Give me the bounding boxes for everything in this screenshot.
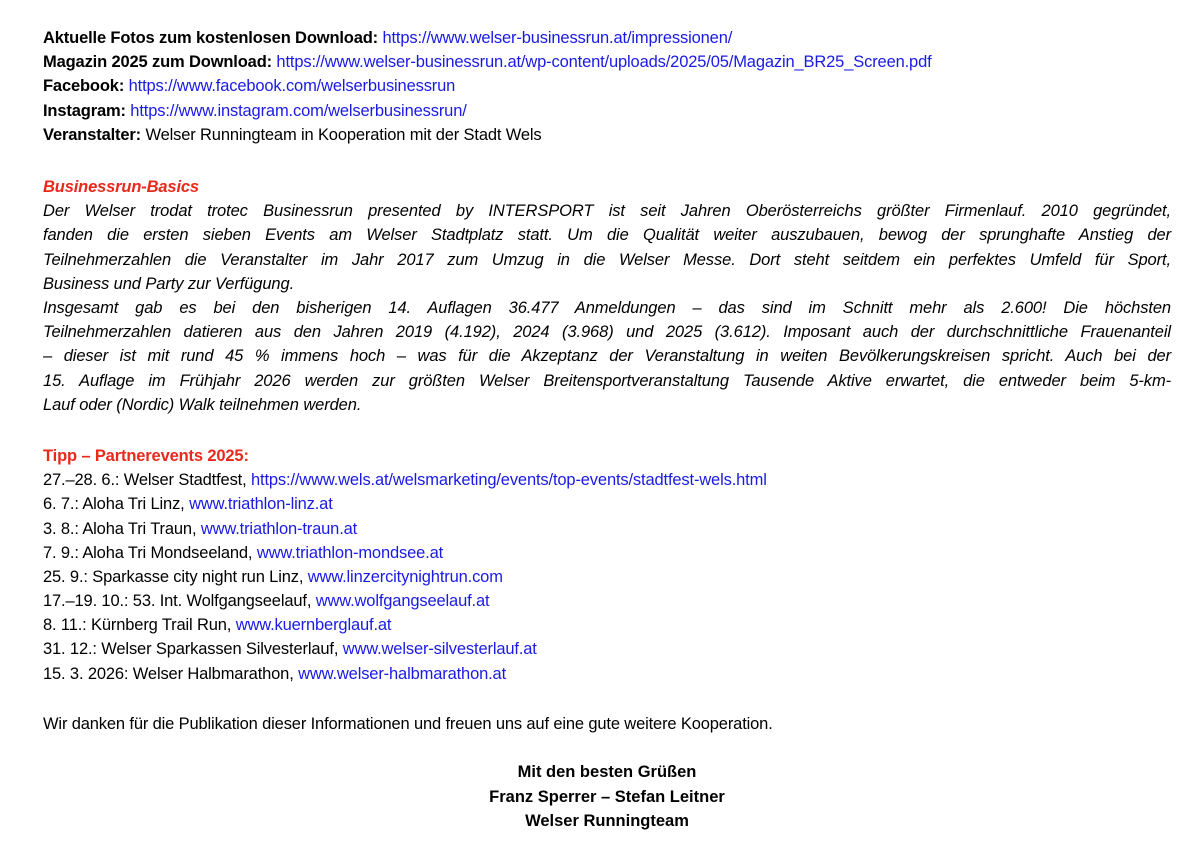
facebook-link[interactable]: https://www.facebook.com/welserbusinessrun bbox=[128, 77, 456, 96]
event-text: 8. 11.: Kürnberg Trail Run, bbox=[43, 616, 236, 635]
event-link[interactable]: www.welser-silvesterlauf.at bbox=[342, 640, 537, 659]
organizer-value: Welser Runningteam in Kooperation mit der Stadt Wels bbox=[145, 125, 542, 144]
event-link[interactable]: www.linzercitynightrun.com bbox=[307, 567, 503, 586]
signature-block bbox=[43, 760, 1171, 836]
event-text: 25. 9.: Sparkasse city night run Linz, bbox=[43, 567, 308, 586]
event-item bbox=[43, 492, 1171, 516]
basics-line: Teilnehmerzahlen die Veranstalter im Jahr 2017 zum Umzug in die Welser Messe. Dort steht seitdem ein perfektes Umfeld für Sport, bbox=[43, 250, 1171, 269]
event-item bbox=[43, 613, 1171, 637]
signature-names: Franz Sperrer – Stefan Leitner bbox=[489, 787, 725, 806]
event-link[interactable]: www.kuernberglauf.at bbox=[235, 616, 392, 635]
magazine-link[interactable]: https://www.welser-businessrun.at/wp-content/uploads/2025/05/Magazin_BR25_Screen.pdf bbox=[276, 53, 932, 72]
signature-greeting: Mit den besten Grüßen bbox=[517, 763, 697, 782]
info-facebook bbox=[43, 74, 1171, 98]
basics-line: – dieser ist mit rund 45 % immens hoch – was für die Akzeptanz der Veranstaltung in weiten Bevölkerungskreisen spricht. Auch bei der bbox=[43, 347, 1171, 366]
photos-link[interactable]: https://www.welser-businessrun.at/impressionen/ bbox=[382, 29, 733, 47]
event-item bbox=[43, 565, 1171, 589]
event-item bbox=[43, 662, 1171, 686]
event-text: 31. 12.: Welser Sparkassen Silvesterlauf, bbox=[43, 640, 343, 659]
event-text: 15. 3. 2026: Welser Halbmarathon, bbox=[43, 664, 299, 683]
info-magazine bbox=[43, 50, 1171, 74]
event-text: 6. 7.: Aloha Tri Linz, bbox=[43, 495, 190, 514]
basics-line: Insgesamt gab es bei den bisherigen 14. Auflagen 36.477 Anmeldungen – das sind im Schnitt mehr als 2.600! Die höchsten bbox=[43, 298, 1171, 317]
info-block bbox=[43, 26, 1171, 147]
event-link[interactable]: www.triathlon-traun.at bbox=[200, 519, 358, 538]
basics-heading bbox=[43, 175, 1171, 199]
info-label: Facebook: bbox=[43, 77, 125, 96]
basics-line: 15. Auflage im Frühjahr 2026 werden zur größten Welser Breitensportveranstaltung Tausende Aktive erwartet, die entweder beim 5-km- bbox=[43, 371, 1171, 390]
events-heading bbox=[43, 444, 1171, 468]
basics-line: Der Welser trodat trotec Businessrun presented by INTERSPORT ist seit Jahren Oberösterreichs größter Firmenlauf. 2010 gegründet, bbox=[43, 202, 1171, 221]
event-text: 7. 9.: Aloha Tri Mondseeland, bbox=[43, 543, 257, 562]
basics-line: Teilnehmerzahlen datieren aus den Jahren 2019 (4.192), 2024 (3.968) und 2025 (3.612). Imposant auch der durchschnittliche Frauenanteil bbox=[43, 323, 1171, 342]
info-label: Veranstalter: bbox=[43, 125, 142, 144]
event-link[interactable]: www.wolfgangseelauf.at bbox=[315, 592, 490, 611]
event-text: 3. 8.: Aloha Tri Traun, bbox=[43, 519, 201, 538]
thanks-text: Wir danken für die Publikation dieser Informationen und freuen uns auf eine gute weitere Kooperation. bbox=[43, 714, 773, 733]
document-page bbox=[43, 26, 1171, 836]
event-link[interactable]: www.triathlon-mondsee.at bbox=[256, 543, 444, 562]
info-photos bbox=[43, 26, 1171, 50]
info-instagram bbox=[43, 99, 1171, 123]
event-item bbox=[43, 541, 1171, 565]
info-label: Magazin 2025 zum Download: bbox=[43, 53, 272, 72]
event-item bbox=[43, 589, 1171, 613]
basics-line: fanden die ersten sieben Events am Welser Stadtplatz statt. Um die Qualität weiter auszubauen, bewog der sprunghafte Anstieg der bbox=[43, 226, 1171, 245]
basics-paragraph bbox=[43, 199, 1171, 417]
events-section bbox=[43, 444, 1171, 686]
basics-line: Lauf oder (Nordic) Walk teilnehmen werden. bbox=[43, 395, 362, 414]
event-link[interactable]: https://www.wels.at/welsmarketing/events/top-events/stadtfest-wels.html bbox=[250, 471, 767, 490]
event-item bbox=[43, 637, 1171, 661]
event-link[interactable]: www.welser-halbmarathon.at bbox=[298, 664, 507, 683]
signature-team: Welser Runningteam bbox=[525, 812, 689, 831]
event-text: 27.–28. 6.: Welser Stadtfest, bbox=[43, 471, 251, 490]
info-label: Aktuelle Fotos zum kostenlosen Download: bbox=[43, 29, 379, 47]
basics-section bbox=[43, 175, 1171, 417]
basics-heading-text: Businessrun-Basics bbox=[43, 177, 199, 196]
event-item bbox=[43, 517, 1171, 541]
event-item bbox=[43, 468, 1171, 492]
event-link[interactable]: www.triathlon-linz.at bbox=[189, 495, 333, 514]
events-heading-text: Tipp – Partnerevents 2025: bbox=[43, 446, 249, 465]
basics-line: Business und Party zur Verfügung. bbox=[43, 274, 295, 293]
info-organizer bbox=[43, 123, 1171, 147]
event-text: 17.–19. 10.: 53. Int. Wolfgangseelauf, bbox=[43, 592, 316, 611]
info-label: Instagram: bbox=[43, 101, 126, 120]
instagram-link[interactable]: https://www.instagram.com/welserbusinessrun/ bbox=[130, 101, 467, 120]
